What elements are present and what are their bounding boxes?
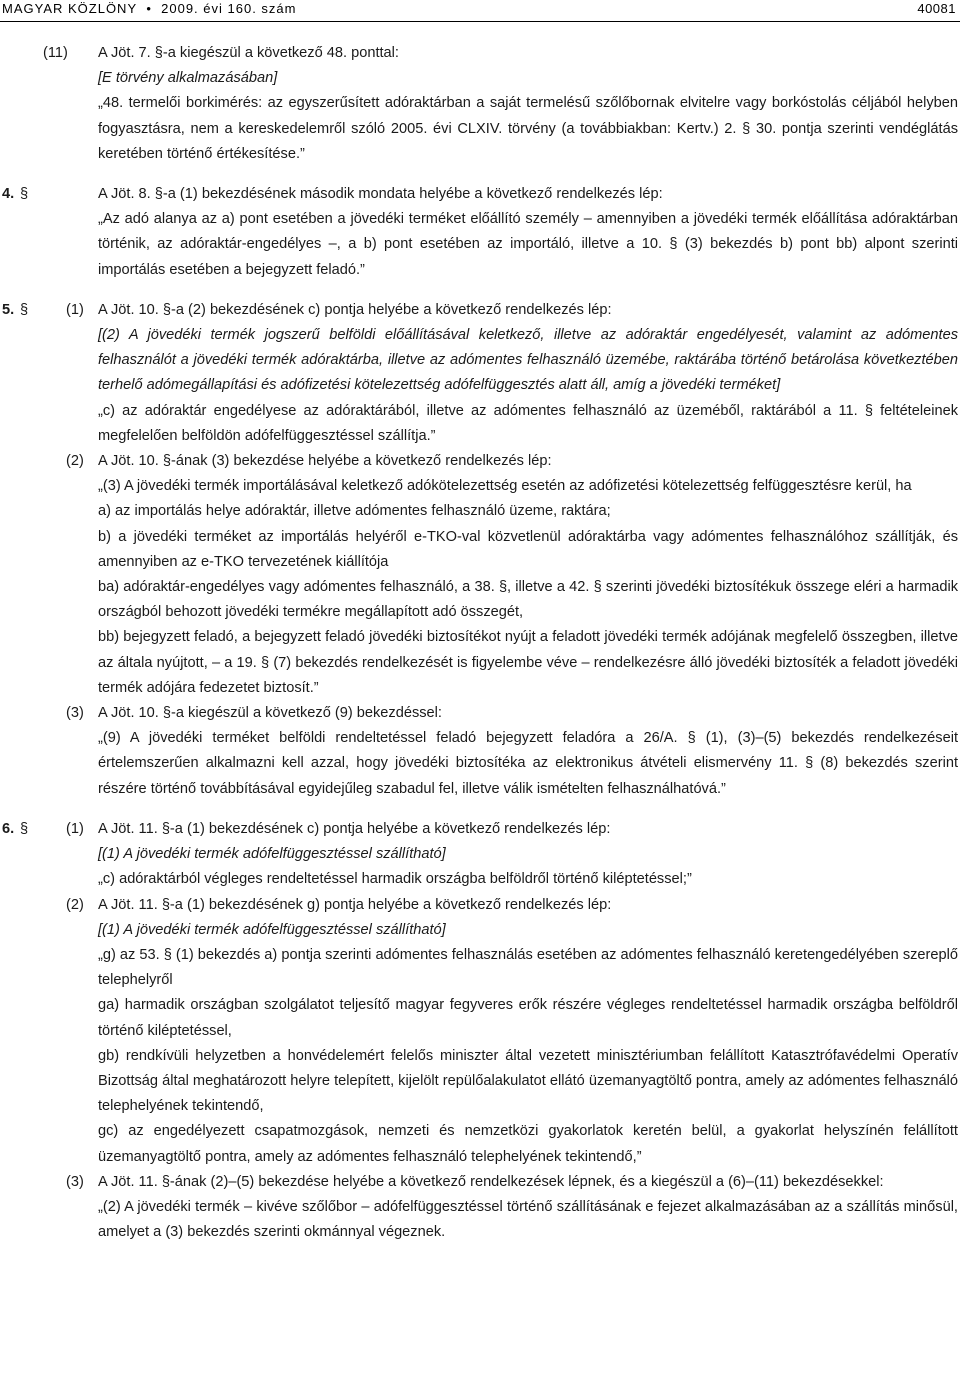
section-number: 4. xyxy=(2,186,15,203)
subsection-marker: (3) xyxy=(66,705,84,722)
amendment-point-ga: ga) harmadik országban szolgálatot teljesítő magyar fegyveres erők részére végleges rendeltetéssel harmadik országba belföldről történő kiléptetéssel, xyxy=(98,997,958,1039)
section-symbol: § xyxy=(20,301,29,318)
bracket-context: [(2) A jövedéki termék jogszerű belföldi előállításával keletkező, illetve az adóraktár engedélyesét, valamint az adómentes felhasználót a jövedéki termék adóraktárba, illetve az adómentes felhasználó üzemébe, raktárába történő betárolása következtében terhelő adómegállapítási és adófizetési kötelezettség adófelfüggesztés alatt áll, amíg a jövedéki terméket] xyxy=(98,327,958,394)
subsection-marker: (1) xyxy=(66,820,84,837)
amendment-point-b: b) a jövedéki terméket az importálás helyéről e-TKO-val közvetlenül adóraktárba vagy adómentes felhasználóhoz szállítják, és amennyiben az e-TKO tervezetének kiállítója xyxy=(98,528,958,570)
amendment-text: „c) adóraktárból végleges rendeltetéssel harmadik országba belföldről történő kiléptetéssel;” xyxy=(98,871,692,888)
amendment-point-g: „g) az 53. § (1) bekezdés a) pontja szerinti adómentes felhasználás esetében az adómentes felhasználó keretengedélyében szereplő telephelyről xyxy=(98,946,958,989)
section-symbol: § xyxy=(20,820,29,837)
amendment-text: „(3) A jövedéki termék importálásával keletkező adókötelezettség esetén az adófizetési kötelezettség felfüggesztésre kerül, ha xyxy=(98,478,912,495)
subsection-2: (2) A Jöt. 11. §-a (1) bekezdésének g) pontja helyébe a következő rendelkezés lép: xyxy=(0,893,960,918)
section-6: 6. § (1) A Jöt. 11. §-a (1) bekezdésének c) pontja helyébe a következő rendelkezés lép: xyxy=(0,817,960,842)
paragraph-11: (11) A Jöt. 7. §-a kiegészül a következő 48. ponttal: xyxy=(0,41,960,66)
section-symbol: § xyxy=(20,186,29,203)
section-number: 5. xyxy=(2,301,15,318)
section-5: 5. § (1) A Jöt. 10. §-a (2) bekezdésének c) pontja helyébe a következő rendelkezés lép: xyxy=(0,298,960,323)
subsection-3: (3) A Jöt. 10. §-a kiegészül a következő (9) bekezdéssel: xyxy=(0,701,960,726)
amendment-point-a: a) az importálás helye adóraktár, illetve adómentes felhasználó üzeme, raktára; xyxy=(98,503,611,520)
section-4: 4. § A Jöt. 8. §-a (1) bekezdésének második mondata helyébe a következő rendelkezés lép: xyxy=(0,182,960,207)
subsection-3: (3) A Jöt. 11. §-ának (2)–(5) bekezdése helyébe a következő rendelkezések lépnek, és a kiegészül a (6)–(11) bekezdésekkel: xyxy=(0,1170,960,1195)
subsection-marker: (2) xyxy=(66,453,84,470)
amendment-point-ba: ba) adóraktár-engedélyes vagy adómentes felhasználó, a 38. §, illetve a 42. § szerinti jövedéki biztosítékuk összege eléri a harmadik országból behozott jövedéki termékre megállapított adó összegét, xyxy=(98,579,958,621)
amendment-text: „c) az adóraktár engedélyese az adóraktárából, illetve az adómentes felhasználó az üzeméből, raktárából a 11. § feltételeinek megfelelően belföldön adófelfüggesztéssel szállítja.” xyxy=(98,402,958,444)
amendment-point-gb: gb) rendkívüli helyzetben a honvédelemért felelős miniszter által vezetett minisztériumban felállított Katasztrófavédelmi Operatív Bizottság által meghatározott helyre telepített, kijelölt repülőalakulatot ellátó üzemanyagtöltő pontra, amely az adómentes felhasználó telephelyének tekintendő, xyxy=(98,1047,958,1115)
subsection-marker: (1) xyxy=(66,301,84,318)
journal-title: MAGYAR KÖZLÖNY • 2009. évi 160. szám xyxy=(2,1,297,16)
amendment-text: „Az adó alanya az a) pont esetében a jövedéki terméket előállító személy – amennyiben a jövedéki termék előállítása adóraktárban történik, az adóraktár-engedélyes –, a b) pont esetében az importáló, illetve a 10. § (3) bekezdés b) pont bb) alpont szerinti importálás esetében a bejegyzett feladó.” xyxy=(98,211,958,278)
amendment-text: „(9) A jövedéki terméket belföldi rendeltetéssel feladó bejegyzett feladóra a 26/A. § (1), (3)–(5) bekezdés rendelkezéseit értelemszerűen alkalmazni kell azzal, hogy jövedéki biztosítéka az elektronikus átvételi elismervény 11. § (8) bekezdés szerint részére történő továbbításával egyidejűleg szabadul fel, illetve válik ismételten felhasználhatóvá.” xyxy=(98,730,958,797)
subsection-marker: (11) xyxy=(43,45,68,61)
subsection-2: (2) A Jöt. 10. §-ának (3) bekezdése helyébe a következő rendelkezés lép: xyxy=(0,449,960,474)
amendment-point-bb: bb) bejegyzett feladó, a bejegyzett feladó jövedéki biztosítékot nyújt a feladott jövedéki termék adójának megfelelő összegben, illetve az általa nyújtott, – a 19. § (7) bekezdés rendelkezését is figyelembe véve – rendelkezésre álló jövedéki biztosíték a feladott jövedéki termék adójára fedezetet biztosít.” xyxy=(98,629,958,696)
subsection-marker: (2) xyxy=(66,896,84,913)
amendment-text: „48. termelői borkimérés: az egyszerűsített adóraktárban a saját termelésű szőlőbornak elvitelre vagy borkóstolás céljából helyben fogyasztásra, nem a kereskedelemről szóló 2005. évi CLXIV. törvény (a továbbiakban: Kertv.) 2. § 30. pontja szerinti vendéglátás keretében történő értékesítése.” xyxy=(98,95,958,162)
amendment-point-gc: gc) az engedélyezett csapatmozgások, nemzeti és nemzetközi gyakorlatok keretén belül, a gyakorlat helyszínén felállított üzemanyagtöltő pontra, amely az adómentes felhasználó telephelyének tekintendő,” xyxy=(98,1123,958,1165)
amendment-text: „(2) A jövedéki termék – kivéve szőlőbor – adófelfüggesztéssel történő szállításának e fejezet alkalmazásában az a szállítás minősül, amelyet a (3) bekezdés szerinti okmánnyal végeznek. xyxy=(98,1198,958,1241)
bracket-context: [(1) A jövedéki termék adófelfüggesztéssel szállítható] xyxy=(98,846,446,863)
bracket-context: [E törvény alkalmazásában] xyxy=(98,70,278,87)
document-body xyxy=(0,41,960,1245)
section-number: 6. xyxy=(2,820,15,837)
issue-label: 2009. évi 160. szám xyxy=(161,1,297,16)
page-number: 40081 xyxy=(917,1,956,16)
header-rule xyxy=(0,21,960,22)
bracket-context: [(1) A jövedéki termék adófelfüggesztéssel szállítható] xyxy=(98,921,446,938)
page-header xyxy=(0,0,960,24)
subsection-marker: (3) xyxy=(66,1173,84,1190)
